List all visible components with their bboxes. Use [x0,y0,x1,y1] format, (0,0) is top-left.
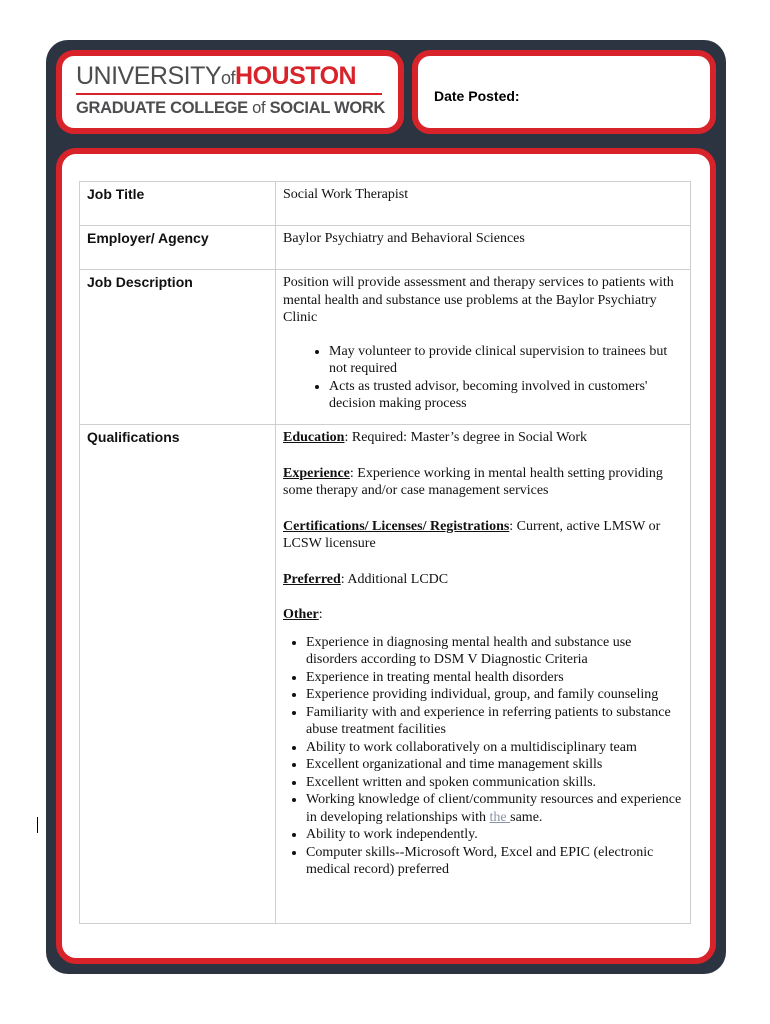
other-heading: Other: [283,607,323,622]
preferred-line: Preferred: Additional LCDC [283,571,449,587]
list-item: • Familiarity with and experience in referring patients to substance abuse treatment facilities [306,704,682,739]
description-bullets [283,343,682,413]
date-posted-label: Date Posted: [434,88,520,104]
list-item: • Excellent written and spoken communication skills. [306,774,682,792]
education-line: Education: Required: Master’s degree in Social Work [283,430,587,445]
job-description-value[interactable] [276,270,691,425]
list-item: • Excellent organizational and time management skills [306,756,682,774]
list-item: • Ability to work collaboratively on a multidisciplinary team [306,739,682,757]
the-link[interactable]: the [489,809,511,825]
job-description-label: Job Description [80,270,276,425]
job-posting-table [79,181,691,924]
job-title-label: Job Title [80,182,276,226]
list-item: • Experience in treating mental health disorders [306,669,682,687]
date-panel [412,50,716,134]
experience-line: Experience: Experience working in mental health setting providing some therapy and/or case management services [283,465,663,498]
qualifications-value[interactable] [276,425,691,924]
other-bullets [283,634,682,879]
list-item: • Computer skills--Microsoft Word, Excel and EPIC (electronic medical record) preferred [306,844,682,879]
list-item: • May volunteer to provide clinical supervision to trainees but not required [329,343,682,378]
text-cursor [37,817,38,833]
list-item: • Experience in diagnosing mental health and substance use disorders according to DSM V Diagnostic Criteria [306,634,682,669]
list-item: • Ability to work independently. [306,826,682,844]
table-row [80,270,691,425]
list-item: • Experience providing individual, group, and family counseling [306,686,682,704]
logo-panel [56,50,404,134]
qualifications-label: Qualifications [80,425,276,924]
logo-divider [76,93,382,95]
job-title-value[interactable]: Social Work Therapist [276,182,691,226]
employer-value[interactable]: Baylor Psychiatry and Behavioral Sciences [276,226,691,270]
certifications-line: Certifications/ Licenses/ Registrations: Current, active LMSW or LCSW licensure [283,518,661,551]
table-row [80,425,691,924]
employer-label: Employer/ Agency [80,226,276,270]
table-row [80,182,691,226]
university-logo-wordmark: UNIVERSITYofHOUSTON [76,62,357,90]
college-name: GRADUATE COLLEGE of SOCIAL WORK [76,99,386,117]
table-row [80,226,691,270]
list-item: • Acts as trusted advisor, becoming involved in customers' decision making process [329,378,682,413]
list-item: • Working knowledge of client/community resources and experience in developing relationships with the same. [306,791,682,826]
description-intro: Position will provide assessment and therapy services to patients with mental health and substance use problems at the Baylor Psychiatry Clinic [283,275,674,325]
